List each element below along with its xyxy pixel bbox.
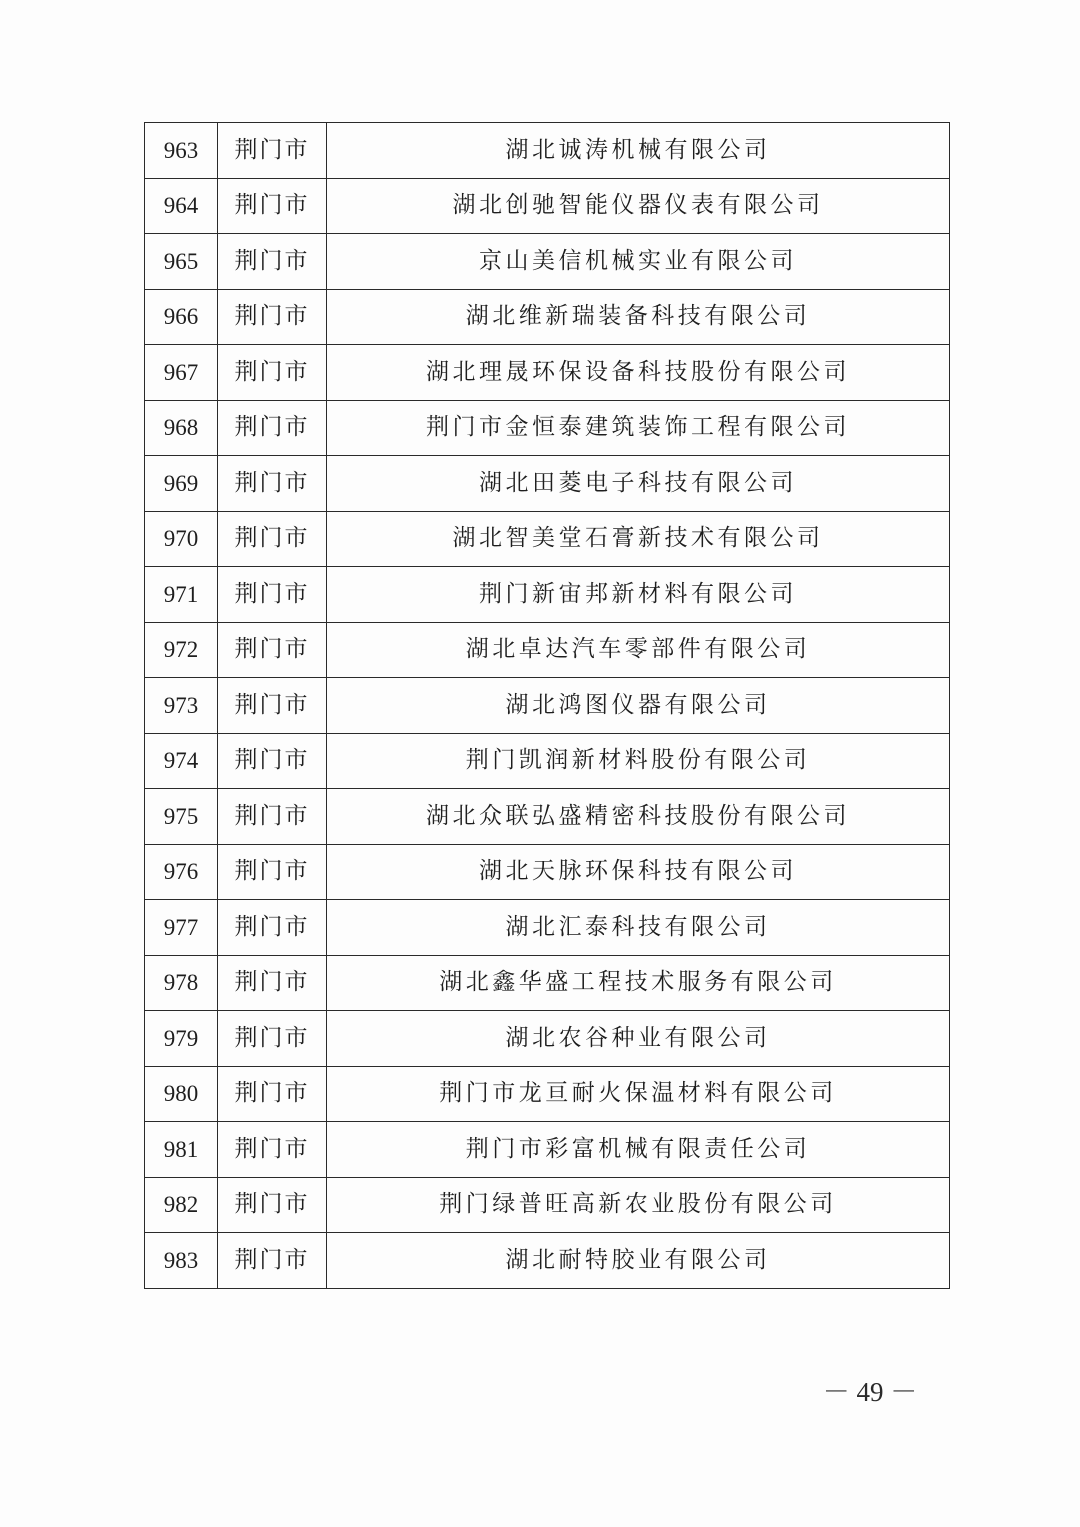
company-name-cell: 湖北鑫华盛工程技术服务有限公司 [327, 955, 950, 1011]
row-number-cell: 974 [145, 733, 218, 789]
row-number-cell: 963 [145, 123, 218, 179]
row-number-cell: 968 [145, 400, 218, 456]
company-name-cell: 荆门绿普旺高新农业股份有限公司 [327, 1177, 950, 1233]
table-row [145, 234, 950, 290]
row-number-cell: 976 [145, 844, 218, 900]
city-cell: 荆门市 [218, 1066, 327, 1122]
row-number-cell: 971 [145, 567, 218, 623]
row-number-cell: 964 [145, 178, 218, 234]
city-cell: 荆门市 [218, 1011, 327, 1067]
row-number-cell: 983 [145, 1233, 218, 1289]
row-number-cell: 980 [145, 1066, 218, 1122]
company-name-cell: 湖北天脉环保科技有限公司 [327, 844, 950, 900]
table-row [145, 1066, 950, 1122]
city-cell: 荆门市 [218, 123, 327, 179]
city-cell: 荆门市 [218, 400, 327, 456]
page-number: － 49 － [822, 1377, 918, 1407]
company-list-table [144, 122, 950, 1289]
city-cell: 荆门市 [218, 1177, 327, 1233]
company-name-cell: 京山美信机械实业有限公司 [327, 234, 950, 290]
city-cell: 荆门市 [218, 1122, 327, 1178]
row-number-cell: 978 [145, 955, 218, 1011]
city-cell: 荆门市 [218, 345, 327, 401]
company-name-cell: 湖北汇泰科技有限公司 [327, 900, 950, 956]
company-name-cell: 湖北耐特胶业有限公司 [327, 1233, 950, 1289]
row-number-cell: 979 [145, 1011, 218, 1067]
company-name-cell: 湖北农谷种业有限公司 [327, 1011, 950, 1067]
city-cell: 荆门市 [218, 789, 327, 845]
table-row [145, 123, 950, 179]
table-row [145, 678, 950, 734]
city-cell: 荆门市 [218, 511, 327, 567]
row-number-cell: 969 [145, 456, 218, 512]
company-name-cell: 荆门凯润新材料股份有限公司 [327, 733, 950, 789]
table-row [145, 1011, 950, 1067]
table-row [145, 733, 950, 789]
city-cell: 荆门市 [218, 844, 327, 900]
city-cell: 荆门市 [218, 955, 327, 1011]
city-cell: 荆门市 [218, 567, 327, 623]
company-name-cell: 湖北创驰智能仪器仪表有限公司 [327, 178, 950, 234]
company-name-cell: 荆门新宙邦新材料有限公司 [327, 567, 950, 623]
row-number-cell: 967 [145, 345, 218, 401]
company-name-cell: 湖北诚涛机械有限公司 [327, 123, 950, 179]
city-cell: 荆门市 [218, 678, 327, 734]
company-name-cell: 湖北卓达汽车零部件有限公司 [327, 622, 950, 678]
row-number-cell: 972 [145, 622, 218, 678]
table-row [145, 1122, 950, 1178]
table-row [145, 345, 950, 401]
table-row [145, 622, 950, 678]
company-name-cell: 湖北理晟环保设备科技股份有限公司 [327, 345, 950, 401]
city-cell: 荆门市 [218, 622, 327, 678]
company-name-cell: 湖北维新瑞装备科技有限公司 [327, 289, 950, 345]
row-number-cell: 965 [145, 234, 218, 290]
city-cell: 荆门市 [218, 234, 327, 290]
row-number-cell: 973 [145, 678, 218, 734]
table-row [145, 567, 950, 623]
table-row [145, 289, 950, 345]
city-cell: 荆门市 [218, 178, 327, 234]
company-name-cell: 荆门市彩富机械有限责任公司 [327, 1122, 950, 1178]
table-row [145, 400, 950, 456]
company-name-cell: 荆门市金恒泰建筑装饰工程有限公司 [327, 400, 950, 456]
table-row [145, 456, 950, 512]
row-number-cell: 970 [145, 511, 218, 567]
company-name-cell: 湖北鸿图仪器有限公司 [327, 678, 950, 734]
row-number-cell: 975 [145, 789, 218, 845]
company-name-cell: 荆门市龙亘耐火保温材料有限公司 [327, 1066, 950, 1122]
table-row [145, 511, 950, 567]
table-row [145, 844, 950, 900]
company-name-cell: 湖北智美堂石膏新技术有限公司 [327, 511, 950, 567]
city-cell: 荆门市 [218, 289, 327, 345]
city-cell: 荆门市 [218, 456, 327, 512]
table-row [145, 1233, 950, 1289]
table-row [145, 789, 950, 845]
table-row [145, 955, 950, 1011]
row-number-cell: 981 [145, 1122, 218, 1178]
company-name-cell: 湖北田菱电子科技有限公司 [327, 456, 950, 512]
table-row [145, 900, 950, 956]
row-number-cell: 982 [145, 1177, 218, 1233]
table-body [145, 123, 950, 1289]
city-cell: 荆门市 [218, 1233, 327, 1289]
row-number-cell: 966 [145, 289, 218, 345]
table-row [145, 178, 950, 234]
table-row [145, 1177, 950, 1233]
company-name-cell: 湖北众联弘盛精密科技股份有限公司 [327, 789, 950, 845]
city-cell: 荆门市 [218, 733, 327, 789]
row-number-cell: 977 [145, 900, 218, 956]
city-cell: 荆门市 [218, 900, 327, 956]
